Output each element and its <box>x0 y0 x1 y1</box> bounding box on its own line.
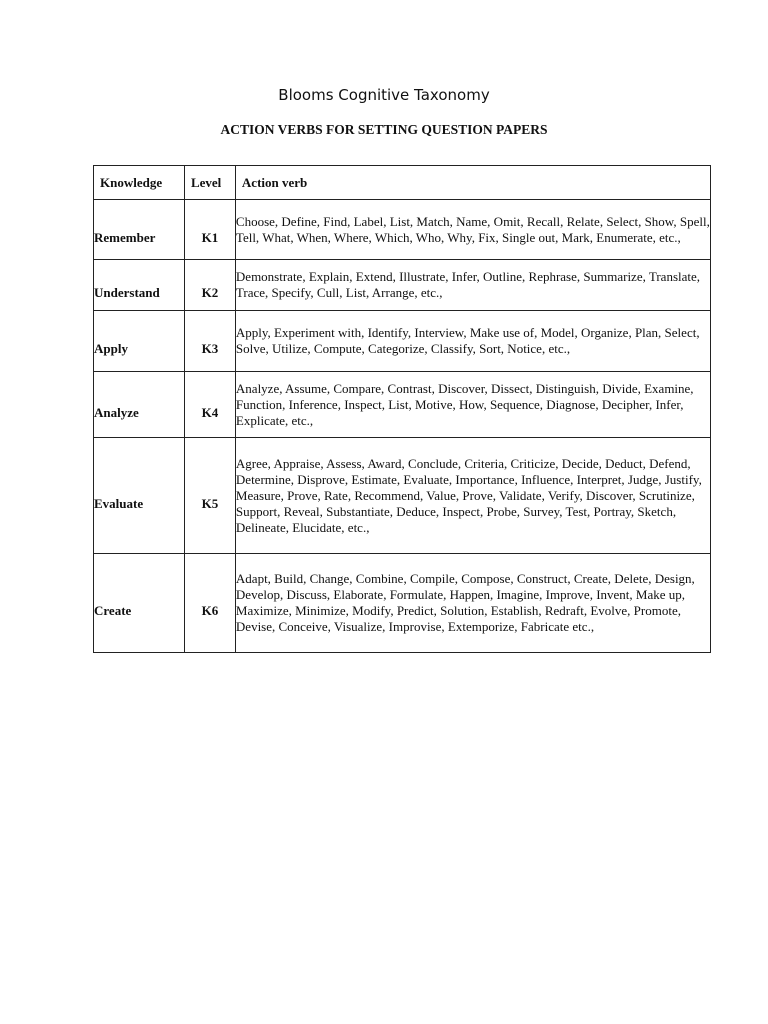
table-row <box>94 438 711 554</box>
header-action-verb: Action verb <box>235 166 710 200</box>
level-cell <box>184 260 235 311</box>
taxonomy-table <box>93 165 711 653</box>
document-title: Blooms Cognitive Taxonomy <box>278 86 490 104</box>
table-row <box>94 260 711 311</box>
level-cell <box>184 372 235 438</box>
level-label: K3 <box>201 341 219 356</box>
knowledge-cell <box>94 200 185 260</box>
action-verbs-cell: Adapt, Build, Change, Combine, Compile, Compose, Construct, Create, Delete, Design, Develop, Discuss, Elaborate, Formulate, Happen, Imagine, Improve, Invent, Make up, Maximize, Minimize, Modify, Predict, Solution, Establish, Redraft, Evolve, Promote, Devise, Conceive, Visualize, Improvise, Extemporize, Fabricate etc., <box>235 554 710 653</box>
knowledge-cell <box>94 554 185 653</box>
knowledge-label: Understand <box>94 285 160 300</box>
action-verbs-cell: Choose, Define, Find, Label, List, Match, Name, Omit, Recall, Relate, Select, Show, Spell, Tell, What, When, Where, Which, Who, Why, Fix, Single out, Mark, Enumerate, etc., <box>235 200 710 260</box>
action-verbs-cell: Analyze, Assume, Compare, Contrast, Discover, Dissect, Distinguish, Divide, Examine, Function, Inference, Inspect, List, Motive, How, Sequence, Diagnose, Decipher, Infer, Explicate, etc., <box>235 372 710 438</box>
level-label: K2 <box>201 285 219 300</box>
header-level: Level <box>184 166 235 200</box>
table-header-row <box>94 166 711 200</box>
knowledge-label: Analyze <box>94 404 139 420</box>
knowledge-label: Create <box>94 603 132 618</box>
level-cell <box>184 200 235 260</box>
level-label: K6 <box>201 603 219 618</box>
knowledge-label: Apply <box>94 341 128 356</box>
knowledge-cell <box>94 372 185 438</box>
level-label: K4 <box>201 404 219 420</box>
level-label: K1 <box>201 229 219 245</box>
table-row <box>94 554 711 653</box>
action-verbs-cell: Demonstrate, Explain, Extend, Illustrate, Infer, Outline, Rephrase, Summarize, Translate, Trace, Specify, Cull, List, Arrange, etc., <box>235 260 710 311</box>
level-cell <box>184 438 235 554</box>
table-row <box>94 311 711 372</box>
action-verbs-cell: Agree, Appraise, Assess, Award, Conclude, Criteria, Criticize, Decide, Deduct, Defend, Determine, Disprove, Estimate, Evaluate, Importance, Influence, Interpret, Judge, Justify, Measure, Prove, Rate, Recommend, Value, Prove, Validate, Verify, Discover, Scrutinize, Support, Reveal, Substantiate, Deduce, Inspect, Probe, Survey, Test, Portray, Sketch, Delineate, Elucidate, etc., <box>235 438 710 554</box>
knowledge-label: Remember <box>94 229 156 245</box>
knowledge-label: Evaluate <box>94 495 144 511</box>
knowledge-cell <box>94 438 185 554</box>
table-row <box>94 372 711 438</box>
action-verbs-cell: Apply, Experiment with, Identify, Interview, Make use of, Model, Organize, Plan, Select, Solve, Utilize, Compute, Categorize, Classify, Sort, Notice, etc., <box>235 311 710 372</box>
level-cell <box>184 311 235 372</box>
knowledge-cell <box>94 311 185 372</box>
table-row <box>94 200 711 260</box>
level-label: K5 <box>201 495 219 511</box>
header-knowledge: Knowledge <box>94 166 185 200</box>
level-cell <box>184 554 235 653</box>
knowledge-cell <box>94 260 185 311</box>
document-subtitle: ACTION VERBS FOR SETTING QUESTION PAPERS <box>220 122 548 137</box>
